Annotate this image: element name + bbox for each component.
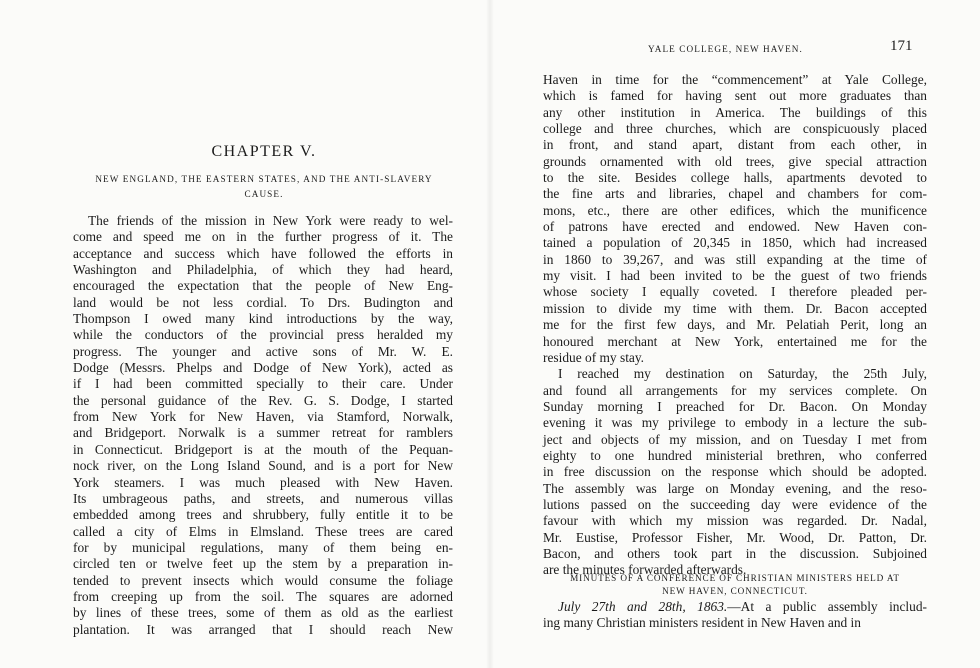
text-line: tended to prevent insects which would consume the foliage [73,572,453,588]
text-line: Washington and Philadelphia, of which they had heard, [73,262,453,278]
page-number: 171 [890,38,913,54]
text-line: favour with which my mission was regarded. Dr. Nadal, [543,513,927,529]
text-line: in front, and stand apart, distant from each other, in [543,137,927,153]
text-line: Bacon, and others took part in the discussion. Subjoined [543,545,927,561]
text-line: the personal guidance of the Rev. G. S. Dodge, I started [73,392,453,408]
text-line: from creeping up from the soil. The squares are adorned [73,588,453,604]
text-line: in 1860 to 39,267, and was still expanding at the time of [543,251,927,267]
text-line: embedded among trees and shrubbery, fully entitle it to be [73,507,453,523]
text-line: honoured merchant at New York, entertained me for the [543,333,927,349]
text-line: from New York for New Haven, via Stamford, Norwalk, [73,409,453,425]
text-line: any other institution in America. The buildings of this [543,104,927,120]
text-line: evening it was my privilege to embody in a lecture the sub- [543,415,927,431]
text-line: to the site. Besides college halls, apartments devoted to [543,170,927,186]
chapter-subtitle-line: CAUSE. [244,189,284,199]
text-line: encouraged the expectation that the people of New Eng- [73,278,453,294]
text-line: my visit. I had been invited to be the guest of two friends [543,268,927,284]
text-line: Its umbrageous paths, and streets, and numerous villas [73,490,453,506]
text-line: Sunday morning I preached for Dr. Bacon. On Monday [543,398,927,414]
minutes-heading [543,572,927,598]
left-body-text [73,213,453,638]
text-line: York steamers. I was much pleased with New Haven. [73,474,453,490]
text-line: residue of my stay. [543,349,645,365]
text-line: circled ten or twelve feet up the stem by a preparation in- [73,556,453,572]
right-body-text [543,72,927,579]
text-line: nock river, on the Long Island Sound, and is a port for New [73,458,453,474]
text-line: in free discussion on the response which should be adopted. [543,464,927,480]
text-line: whose society I equally coveted. I therefore pleaded per- [543,284,927,300]
text-line: come and speed me on in the further progress of it. The [73,229,453,245]
text-line: in Connecticut. Bridgeport is at the mouth of the Pequan- [73,441,453,457]
text-line: Haven in time for the “commencement” at Yale College, [543,72,927,87]
text-line: and found all arrangements for my services complete. On [543,382,927,398]
text-line: lutions passed on the succeeding day were evidence of the [543,496,927,512]
text-line: Thompson I owed many kind introductions by the way, [73,311,453,327]
text-line [543,599,927,615]
text-line: Dodge (Messrs. Phelps and Dodge of New York), acted as [73,360,453,376]
text-line: mons, etc., there are other edifices, which the munificence [543,202,927,218]
minutes-line-text: —At a public assembly includ- [727,599,927,614]
text-line: ject and objects of my mission, and on Tuesday I met from [543,431,927,447]
chapter-subtitle-line: NEW ENGLAND, THE EASTERN STATES, AND THE ANTI-SLAVERY [95,174,433,184]
running-head: YALE COLLEGE, NEW HAVEN. [648,44,803,54]
text-line: Mr. Eustise, Professor Fisher, Mr. Wood, Dr. Patton, Dr. [543,529,927,545]
text-line: I reached my destination on Saturday, the 25th July, [558,366,927,382]
text-line: which is famed for having sent out more graduates than [543,88,927,104]
minutes-text [543,599,927,632]
text-line: The friends of the mission in New York were ready to wel- [88,213,453,228]
text-line: of patrons have erected and endowed. New Haven con- [543,219,927,235]
minutes-heading-line: MINUTES OF A CONFERENCE OF CHRISTIAN MINISTERS HELD AT [570,573,900,583]
text-line: if I had been committed specially to their care. Under [73,376,453,392]
text-line: plantation. It was arranged that I should reach New [73,621,453,637]
text-line: me for the first few days, and Mr. Pelatiah Perit, long an [543,317,927,333]
minutes-date: July 27th and 28th, 1863. [558,599,728,614]
text-line: called a city of Elms in Elmsland. These trees are cared [73,523,453,539]
minutes-heading-line: NEW HAVEN, CONNECTICUT. [662,586,808,596]
text-line: progress. The younger and active sons of Mr. W. E. [73,343,453,359]
chapter-title: CHAPTER V. [211,143,317,160]
text-line: The assembly was large on Monday evening, and the reso- [543,480,927,496]
text-line: acceptance and success which have followed the efforts in [73,245,453,261]
text-line: and Bridgeport. Norwalk is a summer retreat for ramblers [73,425,453,441]
text-line: tained a population of 20,345 in 1850, which had increased [543,235,927,251]
text-line: mission to divide my time with them. Dr. Bacon accepted [543,300,927,316]
text-line: the fine arts and libraries, chapel and chambers for com- [543,186,927,202]
text-line: land would be not less cordial. To Drs. Budington and [73,294,453,310]
right-page [490,0,980,668]
text-line: while the conductors of the provincial press heralded my [73,327,453,343]
text-line: ing many Christian ministers resident in New Haven and in [543,615,861,631]
text-line: are the minutes forwarded afterwards. [543,562,747,578]
chapter-subtitle [74,172,454,202]
text-line: by lines of these trees, some of them as old as the earliest [73,605,453,621]
text-line: college and three churches, which are conspicuously placed [543,121,927,137]
text-line: for by municipal regulations, many of them being en- [73,539,453,555]
text-line: eighty to one hundred ministerial brethren, who conferred [543,447,927,463]
text-line: grounds ornamented with old trees, give special attraction [543,153,927,169]
